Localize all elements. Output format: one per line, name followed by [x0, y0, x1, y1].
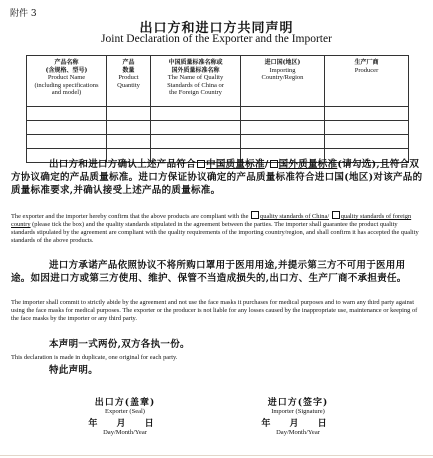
table-cell[interactable]: [27, 121, 107, 135]
importer-label: 进口方(签字): [267, 398, 329, 408]
table-cell[interactable]: [151, 135, 241, 149]
table-cell[interactable]: [151, 121, 241, 135]
importer-signature-block: [243, 395, 353, 437]
table-row: [27, 135, 409, 149]
paragraph-2-english: The importer shall commit to strictly abide by the agreement and not use the face masks it purchases for medical purposes and to warn any third party against using the face masks for medical purposes. The exporter or the producer is not liable for any losses caused by the inappropriate use, maintenance or keeping of the face masks by the importer or any third party.: [11, 299, 418, 322]
header-producer: 生产厂商 Producer: [325, 56, 409, 107]
header-quality-standard: 中国质量标准名称或 国外质量标准名称 The Name of Quality Standards of China or the Foreign Country: [151, 56, 241, 107]
exporter-label-en: Exporter (Seal): [105, 408, 145, 415]
table-cell[interactable]: [325, 107, 409, 121]
annex-label: 附件 3: [10, 9, 37, 19]
paragraph-1-chinese: 出口方和进口方确认上述产品符合 中国质量标准/ 国外质量标准(请勾选),且符合双方协议确定的产品质量标准。进口方保证协议确定的产品质量标准符合进口国(地区)对该产品的质量标准要求,并确认接受上述产品的质量标准。: [11, 159, 423, 196]
table-row: [27, 107, 409, 121]
exporter-signature-block: [70, 395, 180, 437]
paragraph-3-chinese: 本声明一式两份,双方各执一份。: [49, 339, 190, 350]
header-importing-country: 进口国(地区) Importing Country/Region: [241, 56, 325, 107]
china-standard-checkbox[interactable]: [197, 160, 205, 168]
importer-date-en: Day/Month/Year: [276, 429, 320, 436]
table-cell[interactable]: [27, 135, 107, 149]
china-standard-checkbox-en[interactable]: [251, 211, 259, 219]
paragraph-4-chinese: 特此声明。: [49, 365, 99, 376]
exporter-date: 年 月 日: [88, 419, 162, 429]
header-product-name: 产品名称 (含规格、型号) Product Name (including specifications and model): [27, 56, 107, 107]
table-header-row: [27, 56, 409, 107]
title-chinese: 出口方和进口方共同声明: [139, 21, 294, 36]
paragraph-1-english: The exporter and the importer hereby confirm that the above products are compliant with the quality standards of China/ quality standards of foreign country (please tick the box) and the quality standards stipulated in the agreement between the parties. The importer shall guarantee the product quality standards stipulated by the agreement are compliant with the quality requirements of the importing country/region, and shall confirm it has accepted the quality standards of the above products.: [11, 213, 419, 244]
page-bottom-edge: [0, 455, 433, 456]
exporter-label: 出口方(盖章): [94, 398, 156, 408]
paragraph-3-english: This declaration is made in duplicate, one original for each party.: [11, 354, 178, 361]
table-cell[interactable]: [241, 107, 325, 121]
header-quantity: 产品 数量 Product Quantity: [107, 56, 151, 107]
table-cell[interactable]: [325, 121, 409, 135]
title-english: Joint Declaration of the Exporter and the Importer: [101, 33, 332, 45]
table-row: [27, 121, 409, 135]
product-table: [26, 55, 409, 163]
importer-label-en: Importer (Signature): [271, 408, 325, 415]
exporter-date-en: Day/Month/Year: [103, 429, 147, 436]
table-cell[interactable]: [151, 107, 241, 121]
table-cell[interactable]: [241, 121, 325, 135]
importer-date: 年 月 日: [261, 419, 335, 429]
table-cell[interactable]: [107, 135, 151, 149]
table-cell[interactable]: [107, 121, 151, 135]
table-cell[interactable]: [107, 107, 151, 121]
table-cell[interactable]: [27, 107, 107, 121]
table-cell[interactable]: [241, 135, 325, 149]
foreign-standard-checkbox[interactable]: [270, 160, 278, 168]
paragraph-2-chinese: 进口方承诺产品依照协议不将所购口罩用于医用用途,并提示第三方不可用于医用用途。如因进口方或第三方使用、维护、保管不当造成损失的,出口方、生产厂商不承担责任。: [11, 260, 407, 284]
table-cell[interactable]: [325, 135, 409, 149]
foreign-standard-checkbox-en[interactable]: [332, 211, 340, 219]
